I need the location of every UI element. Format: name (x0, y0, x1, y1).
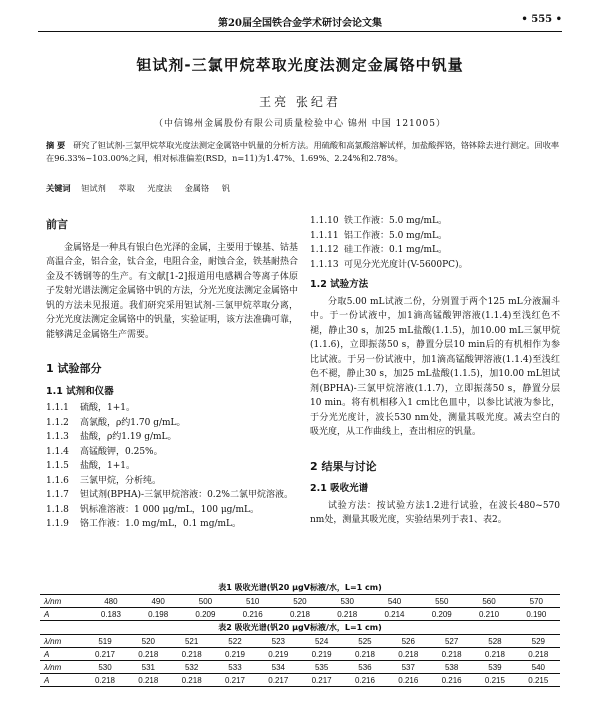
table-cell: 0.218 (170, 648, 213, 661)
table-cell: 0.219 (300, 648, 343, 661)
table-cell: 537 (387, 661, 430, 674)
table-cell: 500 (182, 595, 229, 608)
table-cell: 522 (213, 635, 256, 648)
table-cell: 0.217 (213, 674, 256, 687)
table-cell: 0.218 (517, 648, 560, 661)
table-cell: 520 (127, 635, 170, 648)
table-cell: 0.218 (324, 608, 371, 621)
abstract-text: 研究了钽试剂-三氯甲烷萃取光度法测定金属铬中钒量的分析方法。用硫酸和高氯酸溶解试样，加盐酸挥铬，铬钵除去进行测定。回收率在96.33%~103.00%之间，相对标准偏差(RSD，n=11)为1.47%、1.69%、2.24%和2.78%。 (46, 140, 560, 163)
reagent-text: 三氯甲烷，分析纯。 (80, 475, 162, 486)
reagent-number: 1.1.13 (310, 259, 339, 270)
table-cell: 524 (300, 635, 343, 648)
reagent-text: 可见分光光度计(V-5600PC)。 (344, 259, 468, 270)
row-label: λ/nm (40, 661, 83, 674)
table-cell: 0.218 (473, 648, 516, 661)
table-row (40, 595, 560, 608)
reagent-number: 1.1.5 (46, 461, 69, 471)
keywords-label: 关键词 (46, 183, 71, 193)
table-cell: 0.198 (135, 608, 182, 621)
reagent-text: 盐酸，ρ约1.19 g/mL。 (80, 432, 177, 442)
table-cell: 0.209 (418, 608, 465, 621)
reagents-list-continued (310, 214, 560, 272)
reagent-number: 1.1.12 (310, 245, 339, 255)
table-cell: 0.217 (83, 648, 126, 661)
table-cell: 540 (517, 661, 560, 674)
journal-name: 第20届全国铁合金学术研讨会论文集 (218, 18, 382, 29)
spectrum-heading: 2.1 吸收光谱 (310, 483, 369, 494)
reagents-list (46, 401, 298, 532)
table-cell: 525 (343, 635, 386, 648)
keyword: 钽试剂 (81, 183, 106, 193)
method-heading: 1.2 试验方法 (310, 279, 369, 290)
keyword: 金属铬 (184, 183, 210, 193)
table-cell: 0.216 (430, 674, 473, 687)
table1 (40, 594, 560, 621)
reagent-text: 铬工作液：1.0 mg/mL，0.1 mg/mL。 (80, 519, 242, 529)
reagent-item (46, 445, 298, 460)
table-row (40, 674, 560, 687)
paper-title: 钽试剂-三氯甲烷萃取光度法测定金属铬中钒量 (136, 56, 464, 74)
table-cell: 0.214 (371, 608, 418, 621)
table-cell: 534 (257, 661, 300, 674)
table-cell: 535 (300, 661, 343, 674)
table-cell: 0.218 (127, 648, 170, 661)
table-cell: 530 (83, 661, 126, 674)
table-cell: 510 (229, 595, 276, 608)
table-cell: 531 (127, 661, 170, 674)
table-cell: 533 (213, 661, 256, 674)
page-number: • 555 • (521, 14, 562, 25)
table-cell: 550 (418, 595, 465, 608)
table-cell: 519 (83, 635, 126, 648)
table-cell: 520 (276, 595, 323, 608)
keyword: 光度法 (147, 183, 172, 193)
reagents-heading: 1.1 试剂和仪器 (46, 385, 114, 397)
reagent-text: 钽试剂(BPHA)-三氯甲烷溶液：0.2%二氯甲烷溶液。 (80, 490, 293, 500)
reagent-number: 1.1.1 (46, 403, 69, 413)
reagent-text: 钒标准溶液：1 000 μg/mL，100 μg/mL。 (80, 504, 259, 515)
table1-caption: 表1 吸收光谱(钒20 μgV标液/水，L=1 cm) (218, 583, 382, 592)
table-cell: 490 (135, 595, 182, 608)
reagent-item (46, 459, 298, 474)
table-cell: 540 (371, 595, 418, 608)
reagent-item (46, 430, 298, 445)
table-cell: 0.219 (257, 648, 300, 661)
keyword: 钒 (221, 183, 230, 193)
table2 (40, 634, 560, 687)
table-cell: 532 (170, 661, 213, 674)
table-cell: 529 (517, 635, 560, 648)
reagent-item (46, 416, 298, 431)
table-cell: 560 (465, 595, 512, 608)
table-cell: 480 (87, 595, 134, 608)
table-cell: 0.218 (387, 648, 430, 661)
reagent-text: 硫酸，1+1。 (80, 403, 135, 413)
reagent-number: 1.1.3 (46, 432, 69, 442)
table-cell: 0.218 (430, 648, 473, 661)
reagent-number: 1.1.7 (46, 490, 69, 500)
reagent-number: 1.1.4 (46, 446, 69, 457)
row-label: A (40, 648, 83, 661)
table-cell: 526 (387, 635, 430, 648)
abstract-label: 摘 要 (46, 140, 66, 150)
reagent-number: 1.1.2 (46, 417, 69, 428)
table-cell: 0.216 (387, 674, 430, 687)
table-cell: 528 (473, 635, 516, 648)
table-row (40, 608, 560, 621)
header-rule (38, 31, 562, 32)
keywords (46, 183, 560, 194)
reagent-text: 硅工作液：0.1 mg/mL。 (344, 245, 448, 255)
left-column (46, 214, 298, 532)
table-cell: 0.218 (343, 648, 386, 661)
right-column (310, 214, 560, 532)
reagent-text: 铝工作液：5.0 mg/mL。 (344, 230, 448, 241)
table-cell: 570 (513, 595, 560, 608)
row-label: A (40, 674, 83, 687)
table-cell: 0.215 (517, 674, 560, 687)
reagent-text: 铁工作液：5.0 mg/mL。 (344, 216, 448, 226)
reagent-number: 1.1.10 (310, 216, 339, 226)
table-cell: 0.218 (127, 674, 170, 687)
table-cell: 538 (430, 661, 473, 674)
abstract (46, 139, 560, 165)
reagent-item (310, 258, 560, 273)
table-cell: 521 (170, 635, 213, 648)
running-header (38, 14, 562, 32)
reagent-text: 高氯酸，ρ约1.70 g/mL。 (80, 417, 186, 428)
reagent-item (310, 214, 560, 229)
table-cell: 0.216 (229, 608, 276, 621)
table-cell: 0.218 (83, 674, 126, 687)
table-row (40, 648, 560, 661)
table-cell: 0.215 (473, 674, 516, 687)
table-cell: 0.210 (465, 608, 512, 621)
preface-heading: 前言 (46, 218, 68, 231)
table-cell: 539 (473, 661, 516, 674)
reagent-text: 高锰酸钾，0.25%。 (80, 446, 163, 457)
table-cell: 0.183 (87, 608, 134, 621)
reagent-number: 1.1.6 (46, 475, 69, 486)
reagent-item (46, 488, 298, 503)
affiliation: （中信锦州金属股份有限公司质量检验中心 锦州 中国 121005） (154, 119, 446, 129)
table-cell: 0.218 (170, 674, 213, 687)
table-cell: 523 (257, 635, 300, 648)
reagent-item (46, 503, 298, 518)
row-label: λ/nm (40, 595, 87, 608)
row-label: A (40, 608, 87, 621)
table-row (40, 661, 560, 674)
table-cell: 0.218 (276, 608, 323, 621)
keyword: 萃取 (118, 183, 135, 193)
reagent-number: 1.1.8 (46, 504, 69, 515)
experiment-heading: 1 试验部分 (46, 362, 102, 375)
authors: 王亮 张纪君 (259, 95, 341, 109)
reagent-item (46, 517, 298, 532)
table-cell: 0.209 (182, 608, 229, 621)
table-cell: 0.216 (343, 674, 386, 687)
reagent-item (310, 229, 560, 244)
reagent-item (310, 243, 560, 258)
reagent-item (46, 474, 298, 489)
row-label: λ/nm (40, 635, 83, 648)
reagent-number: 1.1.11 (310, 230, 339, 241)
reagent-item (46, 401, 298, 416)
table-cell: 536 (343, 661, 386, 674)
table-cell: 0.217 (300, 674, 343, 687)
table2-caption: 表2 吸收光谱(钒20 μgV标液/水，L=1 cm) (218, 623, 382, 632)
spectrum-paragraph: 试验方法：按试验方法1.2进行试验，在波长480~570 nm处，测量其吸光度，实验结果列于表1、表2。 (310, 500, 560, 525)
table-cell: 527 (430, 635, 473, 648)
method-paragraph: 分取5.00 mL试液二份，分别置于两个125 mL分液漏斗中。于一份试液中，加1滴高锰酸钾溶液(1.1.4)至浅红色不褪，静止30 s，加25 mL盐酸(1.1.5)，加10.00 mL三氯甲烷(1.1.6)，立即振荡50 s，静置分层10 min后的有机相作为参比试液。于另一份试液中，加1滴高锰酸钾溶液(1.1.4)至浅红色不褪，静止30 s，加25 mL盐酸(1.1.5)，加10.00 mL钽试剂(BPHA)-三氯甲烷溶液(1.1.7)，立即振荡50 s，静置分层10 min。将有机相移入1 cm比色皿中，以参比试液为参比，于分光光度计，波长530 nm处，测量其吸光度。减去空白的吸光度，从工作曲线上，查出相应的钒量。 (310, 296, 560, 437)
table-cell: 0.190 (513, 608, 560, 621)
reagent-text: 盐酸，1+1。 (80, 461, 135, 471)
results-heading: 2 结果与讨论 (310, 459, 377, 473)
table-row (40, 635, 560, 648)
table-cell: 0.217 (257, 674, 300, 687)
preface-paragraph: 金属铬是一种具有银白色光泽的金属，主要用于镍基、钴基高温合金，铝合金，钛合金，电阻合金，耐蚀合金，铁基耐热合金及不锈钢等的生产。有文献[1-2]报道用电感耦合等离子体原子发射光谱法测定金属铬中钒的方法，分光光度法测定金属铬中钒的方法未见报道。我们研究采用钽试剂-三氯甲烷萃取分离，分光光度法测定金属铬中的钒量，实验证明，该方法准确可靠，能够满足金属铬生产需要。 (46, 242, 299, 340)
reagent-number: 1.1.9 (46, 519, 69, 529)
table-cell: 530 (324, 595, 371, 608)
table-cell: 0.219 (213, 648, 256, 661)
